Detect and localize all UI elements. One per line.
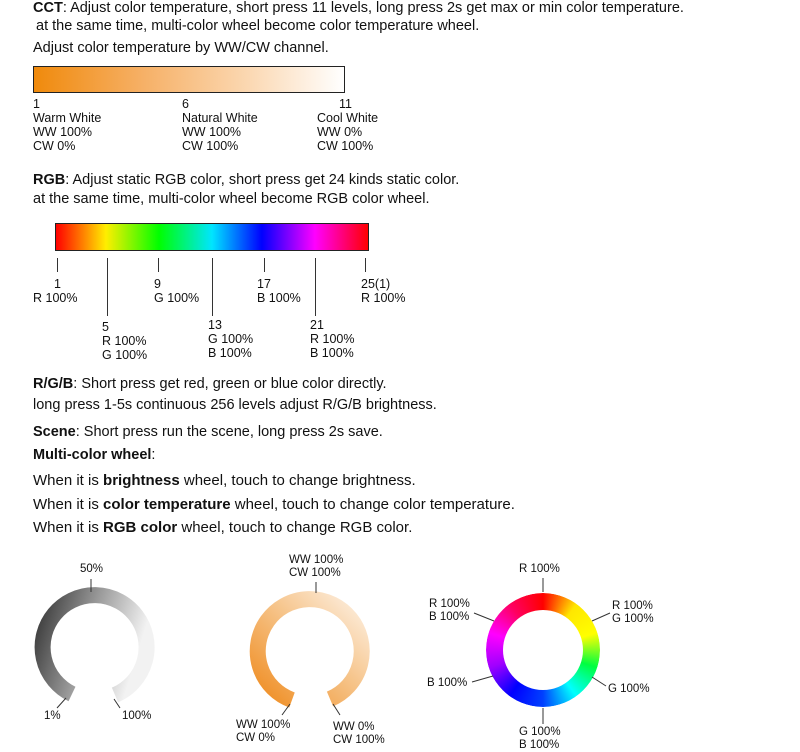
rgb-wheel-label-right: G 100%: [608, 683, 650, 695]
brightness-label-top: 50%: [80, 563, 104, 575]
cct-wheel: [258, 582, 362, 715]
rgb-marker-21: 21 R 100% B 100%: [310, 318, 355, 360]
rgb-marker-1: 1 R 100%: [33, 277, 78, 305]
cct-wheel-label-left: WW 100% CW 0%: [236, 719, 291, 744]
scene-line: Scene: Short press run the scene, long press 2s save.: [33, 424, 383, 440]
rgb-wheel-label-upper-left: R 100% B 100%: [429, 598, 470, 623]
brightness-label-left: 1%: [44, 710, 61, 722]
cct-line1: CCT: Adjust color temperature, short press 11 levels, long press 2s get max or min color temperature.: [33, 0, 684, 16]
scene-title: Scene: [33, 424, 76, 440]
rgb-line2: at the same time, multi-color wheel become RGB color wheel.: [33, 191, 430, 207]
rgb-wheel-label-left: B 100%: [427, 677, 468, 689]
cct-marker-6: 6 Natural White WW 100% CW 100%: [182, 97, 258, 153]
wheel-row-brightness: When it is brightness wheel, touch to change brightness.: [33, 472, 416, 489]
wheel-row-cct: When it is color temperature wheel, touch to change color temperature.: [33, 496, 515, 513]
cct-wheel-label-right: WW 0% CW 100%: [333, 721, 385, 746]
wheel-heading: Multi-color wheel:: [33, 447, 156, 463]
cct-line3: Adjust color temperature by WW/CW channel.: [33, 40, 329, 56]
rgb-wheel-label-upper-right: R 100% G 100%: [612, 600, 654, 625]
cct-marker-11: 11 Cool White WW 0% CW 100%: [317, 97, 379, 153]
rgb-marker-17: 17 B 100%: [257, 277, 301, 305]
rgb-marker-13: 13 G 100% B 100%: [208, 318, 254, 360]
rgb-marker-25: 25(1) R 100%: [361, 277, 406, 305]
rgb-line1: RGB: Adjust static RGB color, short press get 24 kinds static color.: [33, 172, 460, 188]
brightness-label-right: 100%: [122, 710, 152, 722]
cct-marker-1: 1 Warm White WW 100% CW 0%: [33, 97, 102, 153]
rgbkeys-line1: R/G/B: Short press get red, green or blue color directly.: [33, 376, 387, 392]
rgbkeys-line2: long press 1-5s continuous 256 levels adjust R/G/B brightness.: [33, 397, 437, 413]
wheel-row-rgb: When it is RGB color wheel, touch to change RGB color.: [33, 519, 413, 536]
brightness-wheel: [43, 579, 147, 708]
rgbkeys-title: R/G/B: [33, 376, 74, 392]
rgb-title: RGB: [33, 172, 66, 188]
rgb-marker-9: 9 G 100%: [154, 277, 200, 305]
cct-title: CCT: [33, 0, 63, 16]
rgb-wheel: [472, 578, 610, 724]
cct-line2: at the same time, multi-color wheel become color temperature wheel.: [36, 18, 480, 34]
cct-wheel-label-top: WW 100% CW 100%: [289, 554, 344, 579]
rgb-wheel-label-top: R 100%: [519, 563, 560, 575]
rgb-wheel-label-bottom: G 100% B 100%: [519, 726, 561, 751]
rgb-marker-5: 5 R 100% G 100%: [102, 320, 148, 362]
